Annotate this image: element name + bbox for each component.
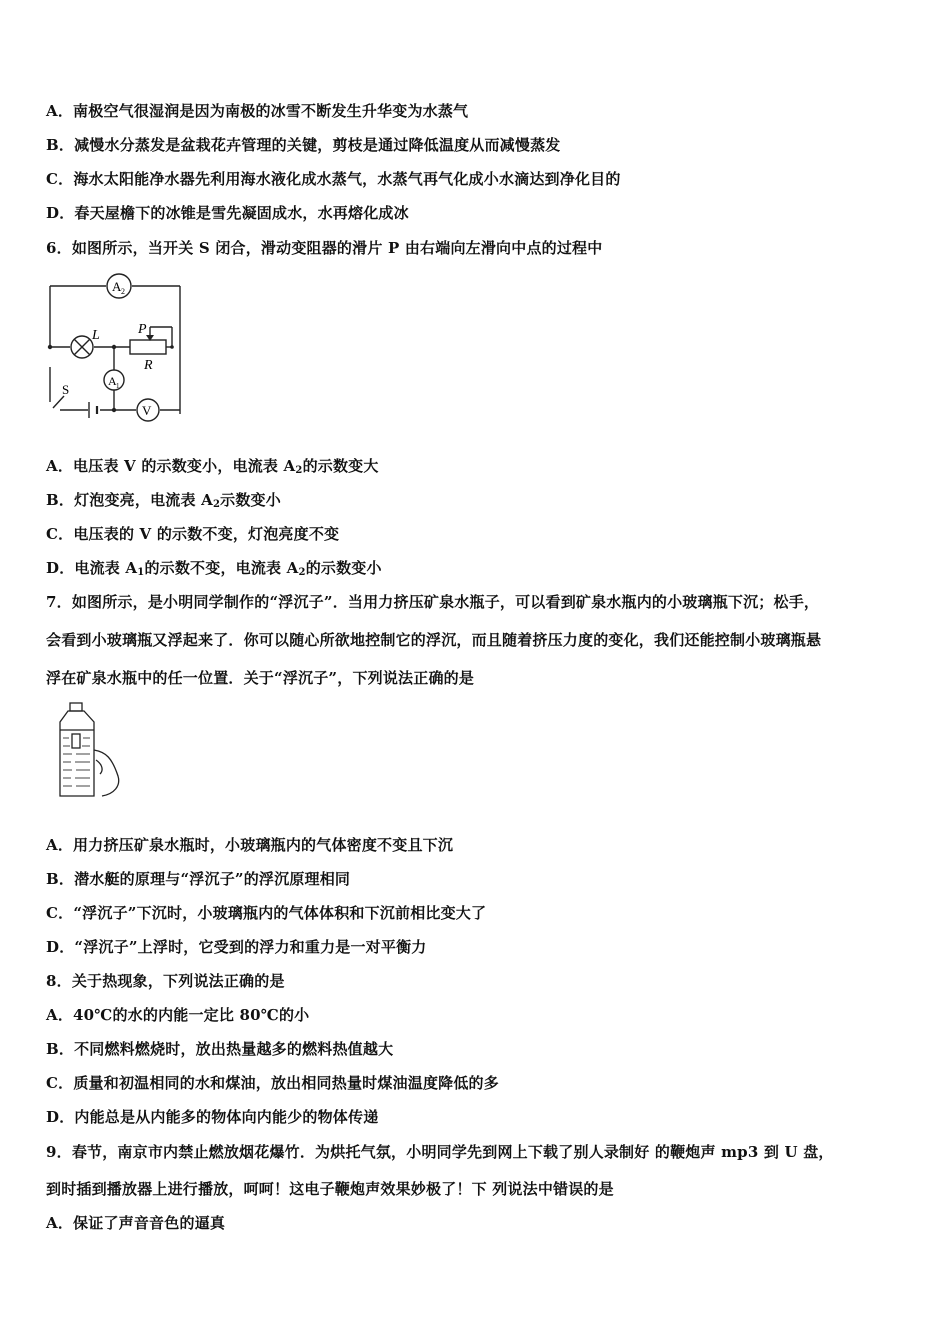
q6-option-d — [46, 558, 382, 583]
q6-d-post: 的示数变小 — [305, 559, 382, 577]
q5-option-a: A．南极空气很湿润是因为南极的冰雪不断发生升华变为水蒸气 — [46, 102, 469, 120]
q6-d-sub2: 2 — [298, 567, 306, 578]
circuit-diagram — [40, 272, 190, 422]
q7-option-b: B．潜水艇的原理与“浮沉子”的浮沉原理相同 — [46, 870, 351, 888]
q7-option-a: A．用力挤压矿泉水瓶时，小玻璃瓶内的气体密度不变且下沉 — [46, 836, 454, 854]
q6-d-mid: 的示数不变，电流表 A — [144, 559, 299, 577]
p-label: P — [138, 322, 147, 337]
q8-option-b: B．不同燃料燃烧时，放出热量越多的燃料热值越大 — [46, 1040, 394, 1058]
q6-b-pre: B．灯泡变亮，电流表 A — [46, 491, 213, 509]
q6-option-b — [46, 490, 281, 515]
q6-a-pre: A．电压表 V 的示数变小，电流表 A — [46, 457, 296, 475]
q7-option-d: D．“浮沉子”上浮时，它受到的浮力和重力是一对平衡力 — [46, 938, 427, 956]
q7-stem-line1: 7．如图所示，是小明同学制作的“浮沉子”．当用力挤压矿泉水瓶子，可以看到矿泉水瓶内的小玻璃瓶下沉；松手， — [46, 593, 820, 611]
q6-b-post: 示数变小 — [220, 491, 281, 509]
bottle-figure — [52, 700, 127, 800]
q6-a-sub: 2 — [295, 465, 303, 476]
q6-b-sub: 2 — [212, 499, 221, 510]
q8-stem: 8．关于热现象，下列说法正确的是 — [46, 972, 285, 990]
q8-option-d: D．内能总是从内能多的物体向内能少的物体传递 — [46, 1108, 379, 1126]
a1-sub: 1 — [116, 382, 120, 390]
a1-label: A — [108, 374, 117, 388]
q6-d-pre: D．电流表 A — [46, 559, 138, 577]
q9-stem-line1: 9．春节，南京市内禁止燃放烟花爆竹．为烘托气氛，小明同学先到网上下载了别人录制好 的鞭炮声 mp3 到 U 盘， — [46, 1143, 834, 1161]
q6-stem: 6．如图所示，当开关 S 闭合，滑动变阻器的滑片 P 由右端向左滑向中点的过程中 — [46, 239, 603, 257]
l-label: L — [92, 328, 100, 343]
q9-stem-line2: 到时插到播放器上进行播放，呵呵！这电子鞭炮声效果妙极了！下 列说法中错误的是 — [46, 1180, 614, 1198]
q5-option-c: C．海水太阳能净水器先利用海水液化成水蒸气，水蒸气再气化成小水滴达到净化目的 — [46, 170, 621, 188]
q5-option-d: D．春天屋檐下的冰锥是雪先凝固成水，水再熔化成冰 — [46, 204, 409, 222]
resistor-icon — [130, 340, 166, 354]
q5-option-b: B．减慢水分蒸发是盆栽花卉管理的关键，剪枝是通过降低温度从而减慢蒸发 — [46, 136, 561, 154]
a2-label: A — [112, 279, 122, 294]
q7-stem-line3: 浮在矿泉水瓶中的任一位置．关于“浮沉子”，下列说法正确的是 — [46, 669, 475, 687]
q6-option-c: C．电压表的 V 的示数不变，灯泡亮度不变 — [46, 525, 340, 543]
q6-option-a — [46, 456, 379, 481]
s-label: S — [62, 382, 70, 397]
q9-option-a: A．保证了声音音色的逼真 — [46, 1214, 226, 1232]
q6-d-sub1: 1 — [137, 567, 145, 578]
q8-option-c: C．质量和初温相同的水和煤油，放出相同热量时煤油温度降低的多 — [46, 1074, 499, 1092]
v-label: V — [142, 403, 152, 418]
a2-sub: 2 — [121, 287, 125, 296]
r-label: R — [144, 358, 153, 373]
q6-a-post: 的示数变大 — [302, 457, 379, 475]
q8-option-a: A．40℃的水的内能一定比 80℃的小 — [46, 1006, 310, 1024]
q7-option-c: C．“浮沉子”下沉时，小玻璃瓶内的气体体积和下沉前相比变大了 — [46, 904, 487, 922]
q7-stem-line2: 会看到小玻璃瓶又浮起来了．你可以随心所欲地控制它的浮沉，而且随着挤压力度的变化，我们还能控制小玻璃瓶悬 — [46, 631, 822, 649]
